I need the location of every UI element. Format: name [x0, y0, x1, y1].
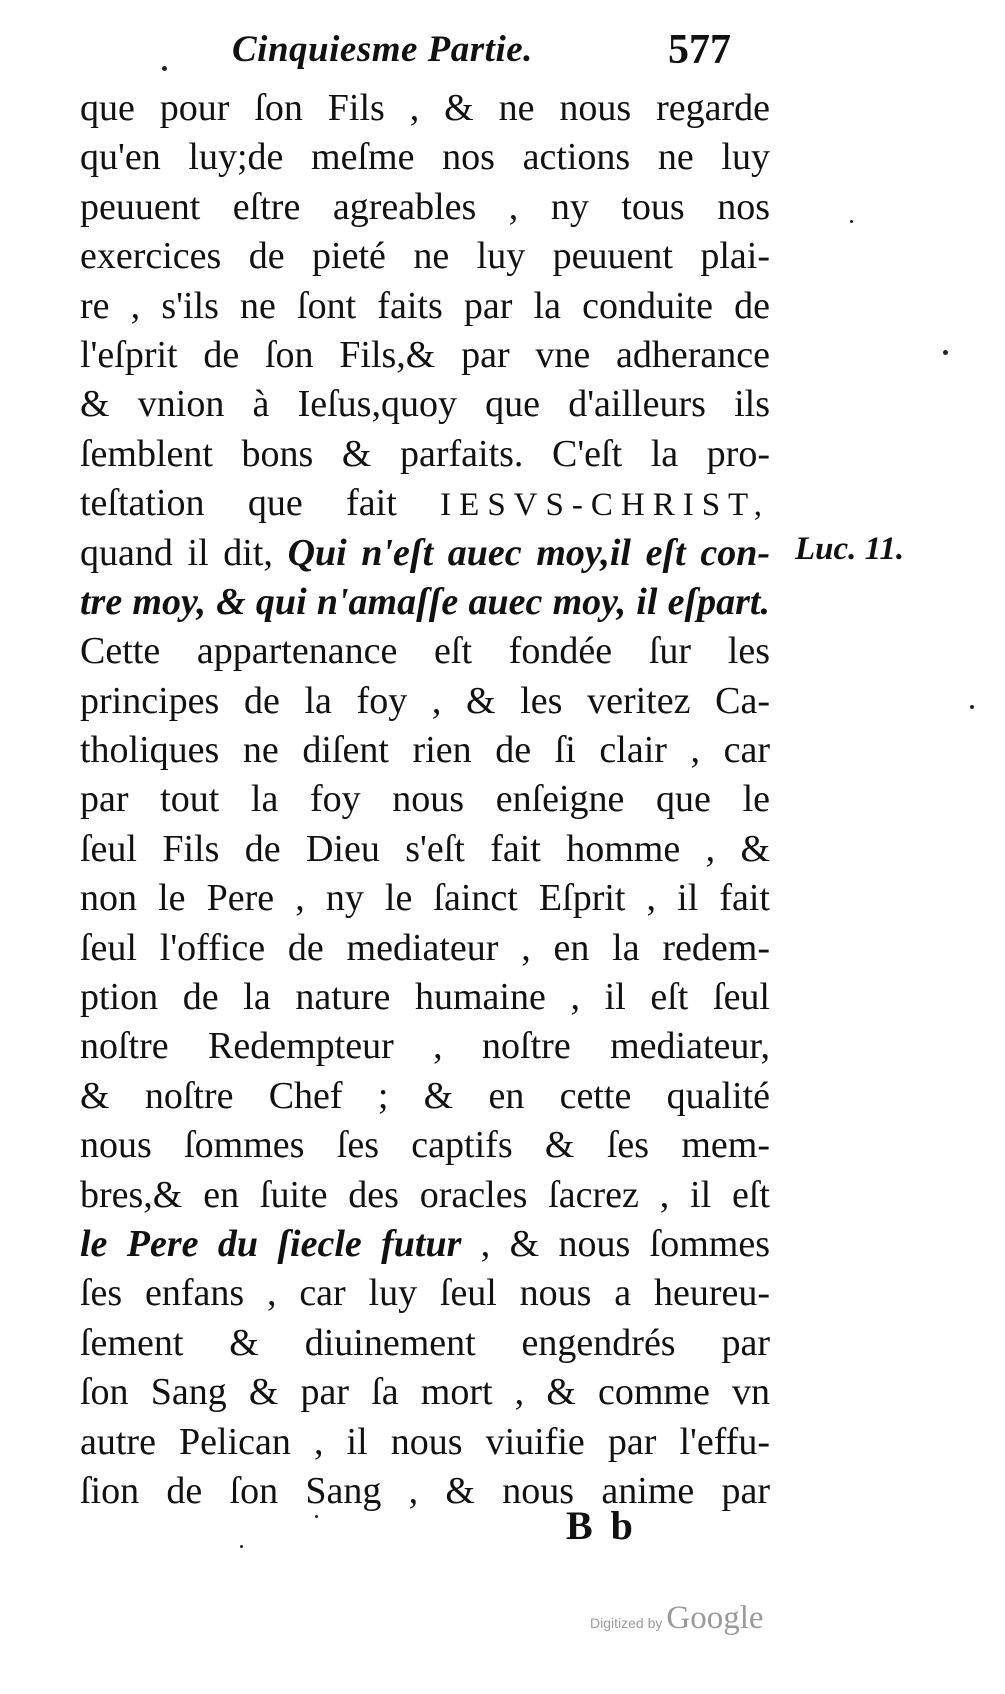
- italic-quotation: Qui n'eſt auec moy,il eſt con-: [287, 531, 770, 574]
- italic-quotation: tre moy, & qui n'amaſſe auec moy, il eſpart.: [80, 580, 770, 623]
- text-line: ſes enfans , car luy ſeul nous a heureu-: [80, 1272, 770, 1315]
- text-line: ſemblent bons & parfaits. C'eſt la pro-: [80, 432, 770, 475]
- text-line: [80, 479, 770, 528]
- text-line: tholiques ne diſent rien de ſi clair , car: [80, 729, 770, 772]
- text-line: que pour ſon Fils , & ne nous regarde: [80, 87, 770, 129]
- text-line: nous ſommes ſes captifs & ſes mem-: [80, 1124, 770, 1167]
- text-line: non le Pere , ny le ſainct Eſprit , il fait: [80, 877, 770, 920]
- text-line: par tout la foy nous enſeigne que le: [80, 778, 770, 821]
- text-line: [80, 529, 770, 578]
- text-line: ſion de ſon Sang , & nous anime par: [80, 1469, 770, 1512]
- text-segment: , & nous ſommes: [461, 1222, 770, 1265]
- text-line: ſeul Fils de Dieu s'eſt fait homme , &: [80, 827, 770, 870]
- text-line: [80, 1220, 770, 1269]
- watermark-brand: Google: [666, 1600, 764, 1636]
- text-line: & vnion à Ieſus,quoy que d'ailleurs ils: [80, 383, 770, 426]
- ink-speck: [315, 1515, 318, 1518]
- text-line: ſeul l'office de mediateur , en la redem-: [80, 926, 770, 969]
- text-line: exercices de pieté ne luy peuuent plai-: [80, 235, 770, 278]
- text-line: qu'en luy;de meſme nos actions ne luy: [80, 136, 770, 179]
- page-number: 577: [668, 27, 731, 73]
- text-segment: quand il dit,: [80, 531, 288, 574]
- ink-speck: [943, 350, 948, 355]
- italic-phrase: le Pere du ſiecle futur: [80, 1222, 462, 1265]
- signature-mark: B b: [566, 1503, 637, 1548]
- ink-speck: [970, 705, 974, 709]
- running-title: Cinquiesme Partie.: [232, 29, 533, 70]
- margin-reference: Luc. 11.: [795, 531, 905, 567]
- text-line: & noſtre Chef ; & en cette qualité: [80, 1074, 770, 1117]
- text-line: ſement & diuinement engendrés par: [80, 1321, 770, 1364]
- small-caps-name: IESVS-CHRIST,: [440, 487, 770, 524]
- ink-speck: [850, 220, 853, 223]
- ink-speck: [240, 1545, 243, 1548]
- text-line: noſtre Redempteur , noſtre mediateur,: [80, 1025, 770, 1068]
- text-line: ption de la nature humaine , il eſt ſeul: [80, 976, 770, 1019]
- page-body: [80, 84, 770, 1516]
- text-line: ſon Sang & par ſa mort , & comme vn: [80, 1371, 770, 1414]
- text-segment: teſtation que fait: [80, 482, 441, 525]
- text-line: re , s'ils ne ſont faits par la conduite de: [80, 284, 770, 327]
- text-line: principes de la foy , & les veritez Ca-: [80, 679, 770, 722]
- text-line: Cette appartenance eſt fondée ſur les: [80, 630, 770, 673]
- text-line: peuuent eſtre agreables , ny tous nos: [80, 185, 770, 228]
- text-line: autre Pelican , il nous viuifie par l'effu-: [80, 1420, 770, 1463]
- text-line: bres,& en ſuite des oracles ſacrez , il eſt: [80, 1173, 770, 1216]
- text-line: l'eſprit de ſon Fils,& par vne adherance: [80, 333, 770, 376]
- watermark-digitized-text: Digitized by: [590, 1615, 663, 1631]
- google-watermark: [590, 1600, 764, 1637]
- ink-speck: [162, 66, 167, 71]
